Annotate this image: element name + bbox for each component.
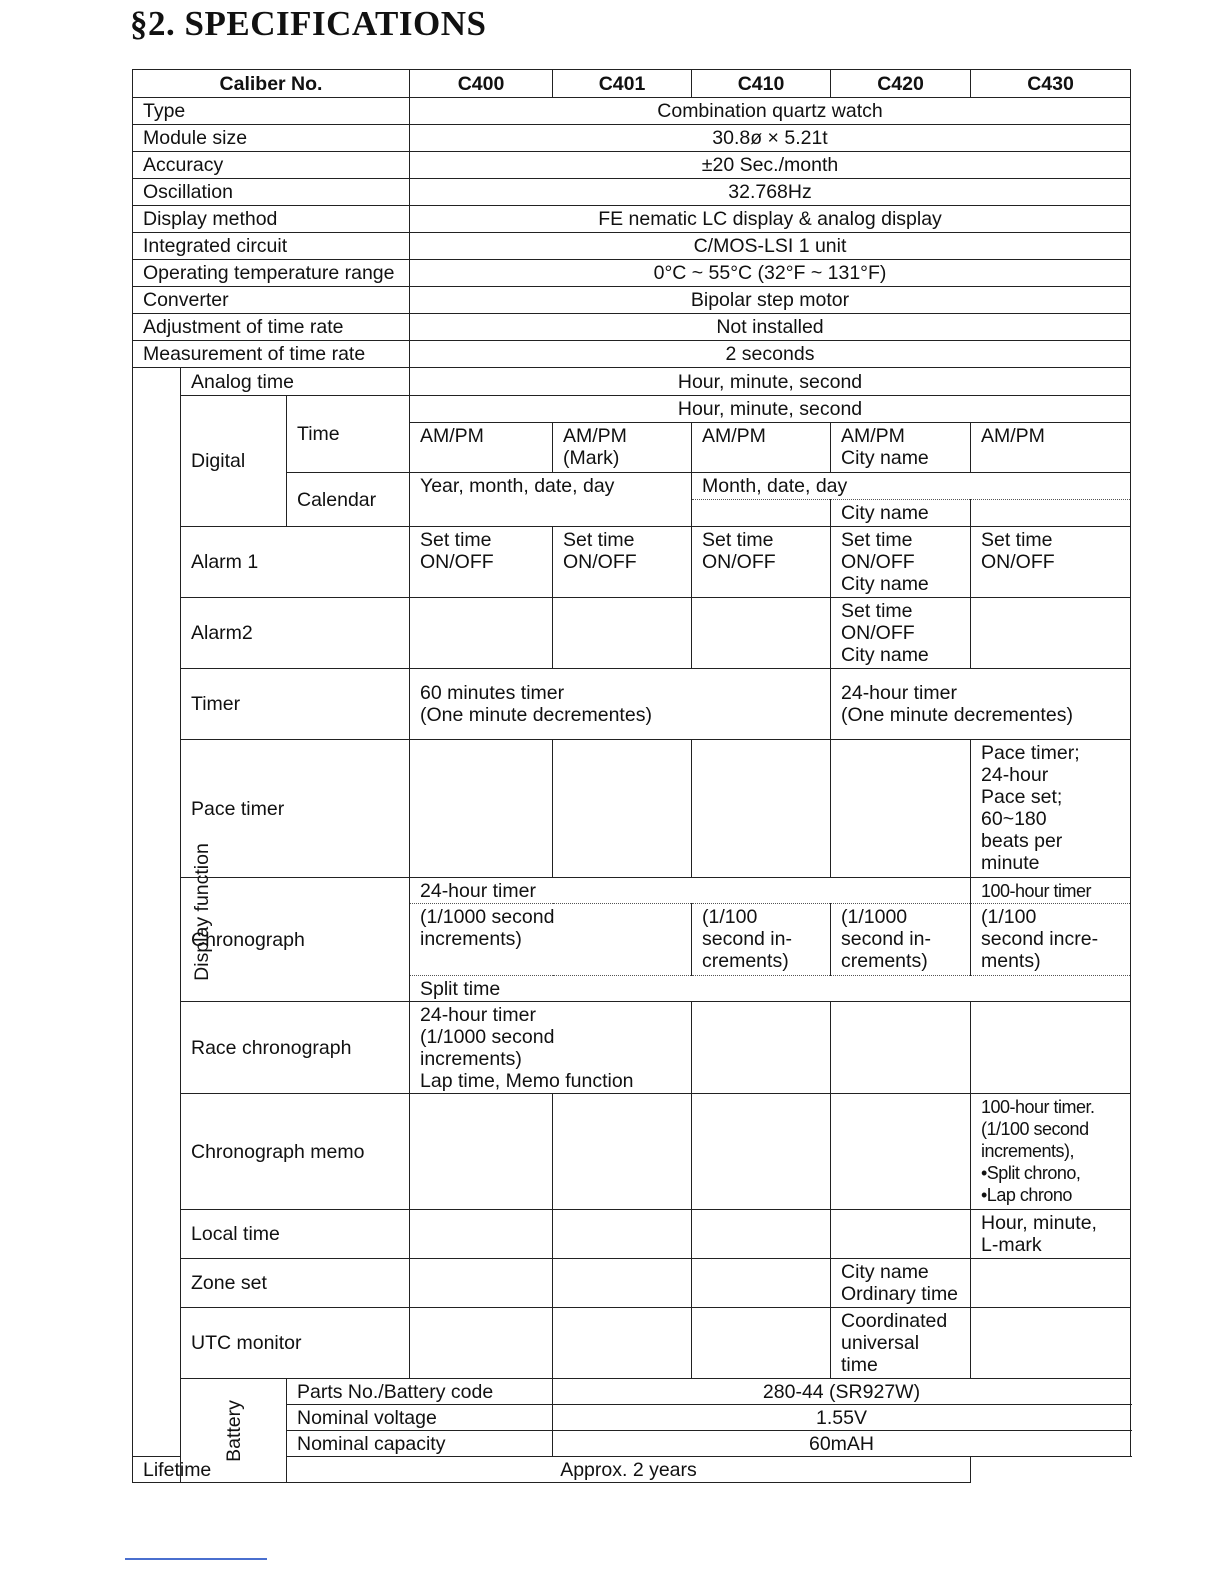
chronograph-inc-c420: (1/1000 second in- crements) xyxy=(831,904,971,976)
table-row xyxy=(133,206,1131,233)
row-label: Nominal capacity xyxy=(287,1431,553,1457)
chronograph-inc-c430: (1/100 second incre- ments) xyxy=(971,904,1131,976)
chronograph-split: Split time xyxy=(410,976,1131,1002)
row-value: 280-44 (SR927W) xyxy=(553,1379,1131,1405)
row-label: Zone set xyxy=(181,1259,410,1308)
row-label: Accuracy xyxy=(133,152,410,179)
row-label: UTC monitor xyxy=(181,1308,410,1379)
digital-time-common-row xyxy=(133,396,1131,423)
row-value: ±20 Sec./month xyxy=(410,152,1131,179)
alarm1-c401: Set time ON/OFF xyxy=(553,527,692,598)
utc-monitor-c420: Coordinated universal time xyxy=(831,1308,971,1379)
timer-c400-c410: 60 minutes timer (One minute decrementes) xyxy=(410,669,831,740)
chronograph-inc-c400-c401: (1/1000 second increments) xyxy=(410,904,692,976)
table-row xyxy=(133,98,1131,125)
chronograph-range-b: 100-hour timer xyxy=(971,878,1131,904)
local-time-c430: Hour, minute, L-mark xyxy=(971,1210,1131,1259)
calendar-label: Calendar xyxy=(287,473,410,527)
alarm1-c410: Set time ON/OFF xyxy=(692,527,831,598)
row-label: Analog time xyxy=(181,368,410,396)
row-value: 30.8ø × 5.21t xyxy=(410,125,1131,152)
timer-c420-c430: 24-hour timer (One minute decrementes) xyxy=(831,669,1131,740)
row-label: Type xyxy=(133,98,410,125)
row-label: Local time xyxy=(181,1210,410,1259)
caliber-header: Caliber No. xyxy=(133,70,410,98)
footer-rule xyxy=(125,1558,267,1560)
row-value: 1.55V xyxy=(553,1405,1131,1431)
chronograph-memo-row xyxy=(133,1094,1131,1210)
row-label: Timer xyxy=(181,669,410,740)
timer-row xyxy=(133,669,1131,740)
alarm2-c420: Set time ON/OFF City name xyxy=(831,598,971,669)
page-title: §2. SPECIFICATIONS xyxy=(130,4,487,43)
race-chronograph-c400-c401: 24-hour timer (1/1000 second increments) Lap time, Memo function xyxy=(410,1002,692,1094)
battery-row xyxy=(133,1379,1131,1405)
row-label: Race chronograph xyxy=(181,1002,410,1094)
time-label: Time xyxy=(287,396,410,473)
row-value: FE nematic LC display & analog display xyxy=(410,206,1131,233)
calendar-c400-c401: Year, month, date, day xyxy=(410,473,692,527)
row-value: Bipolar step motor xyxy=(410,287,1131,314)
time-c430: AM/PM xyxy=(971,423,1131,473)
caliber-c430: C430 xyxy=(971,70,1131,98)
table-row xyxy=(133,341,1131,368)
display-function-group xyxy=(133,368,213,1457)
time-c400: AM/PM xyxy=(410,423,553,473)
row-value: C/MOS-LSI 1 unit xyxy=(410,233,1131,260)
row-value: Approx. 2 years xyxy=(287,1457,971,1483)
table-row xyxy=(133,260,1131,287)
header-row xyxy=(133,70,1131,98)
pace-timer-row xyxy=(133,740,1131,878)
table-row xyxy=(133,233,1131,260)
caliber-c400: C400 xyxy=(410,70,553,98)
caliber-c401: C401 xyxy=(553,70,692,98)
table-row xyxy=(133,179,1131,206)
display-function-label: Display function xyxy=(190,843,213,981)
time-c410: AM/PM xyxy=(692,423,831,473)
row-value: 32.768Hz xyxy=(410,179,1131,206)
alarm2-row xyxy=(133,598,1131,669)
row-label: Operating temperature range xyxy=(133,260,410,287)
battery-label: Battery xyxy=(222,1399,245,1462)
row-value: 0°C ~ 55°C (32°F ~ 131°F) xyxy=(410,260,1131,287)
zone-set-row xyxy=(133,1259,1131,1308)
digital-label: Digital xyxy=(181,396,287,527)
row-label: Display method xyxy=(133,206,410,233)
row-label: Converter xyxy=(133,287,410,314)
caliber-c410: C410 xyxy=(692,70,831,98)
row-label: Lifetime xyxy=(133,1457,287,1483)
row-label: Module size xyxy=(133,125,410,152)
calendar-c410-empty xyxy=(692,500,831,527)
row-label: Integrated circuit xyxy=(133,233,410,260)
alarm1-c420: Set time ON/OFF City name xyxy=(831,527,971,598)
row-label: Chronograph xyxy=(181,878,410,1002)
time-common-value: Hour, minute, second xyxy=(410,396,1131,423)
calendar-c430-empty xyxy=(971,500,1131,527)
table-row xyxy=(133,314,1131,341)
alarm1-row xyxy=(133,527,1131,598)
row-value: Not installed xyxy=(410,314,1131,341)
specifications-table xyxy=(132,69,1131,1483)
time-c420: AM/PM City name xyxy=(831,423,971,473)
race-chronograph-row xyxy=(133,1002,1131,1094)
row-value: Hour, minute, second xyxy=(410,368,1131,396)
local-time-row xyxy=(133,1210,1131,1259)
chronograph-range-a: 24-hour timer xyxy=(410,878,971,904)
row-label: Chronograph memo xyxy=(181,1094,410,1210)
utc-monitor-row xyxy=(133,1308,1131,1379)
table-row xyxy=(133,287,1131,314)
alarm1-c400: Set time ON/OFF xyxy=(410,527,553,598)
time-c401: AM/PM (Mark) xyxy=(553,423,692,473)
zone-set-c420: City name Ordinary time xyxy=(831,1259,971,1308)
row-label: Parts No./Battery code xyxy=(287,1379,553,1405)
table-row xyxy=(133,125,1131,152)
table-row xyxy=(133,152,1131,179)
row-label: Alarm2 xyxy=(181,598,410,669)
row-label: Measurement of time rate xyxy=(133,341,410,368)
caliber-c420: C420 xyxy=(831,70,971,98)
battery-row xyxy=(133,1457,1131,1483)
calendar-c410-c430: Month, date, day xyxy=(692,473,1131,500)
calendar-c420-cityname: City name xyxy=(831,500,971,527)
row-value: 2 seconds xyxy=(410,341,1131,368)
row-label: Alarm 1 xyxy=(181,527,410,598)
row-label: Oscillation xyxy=(133,179,410,206)
row-value: 60mAH xyxy=(553,1431,1131,1457)
row-label: Adjustment of time rate xyxy=(133,314,410,341)
chronograph-range-row xyxy=(133,878,1131,904)
analog-time-row xyxy=(133,368,1131,396)
chronograph-memo-c430: 100-hour timer. (1/100 second increments), •Split chrono, •Lap chrono xyxy=(971,1094,1131,1210)
alarm1-c430: Set time ON/OFF xyxy=(971,527,1131,598)
row-label: Nominal voltage xyxy=(287,1405,553,1431)
chronograph-inc-c410: (1/100 second in- crements) xyxy=(692,904,831,976)
row-value: Combination quartz watch xyxy=(410,98,1131,125)
pace-timer-c430: Pace timer; 24-hour Pace set; 60~180 beats per minute xyxy=(971,740,1131,878)
row-label: Pace timer xyxy=(181,740,410,878)
